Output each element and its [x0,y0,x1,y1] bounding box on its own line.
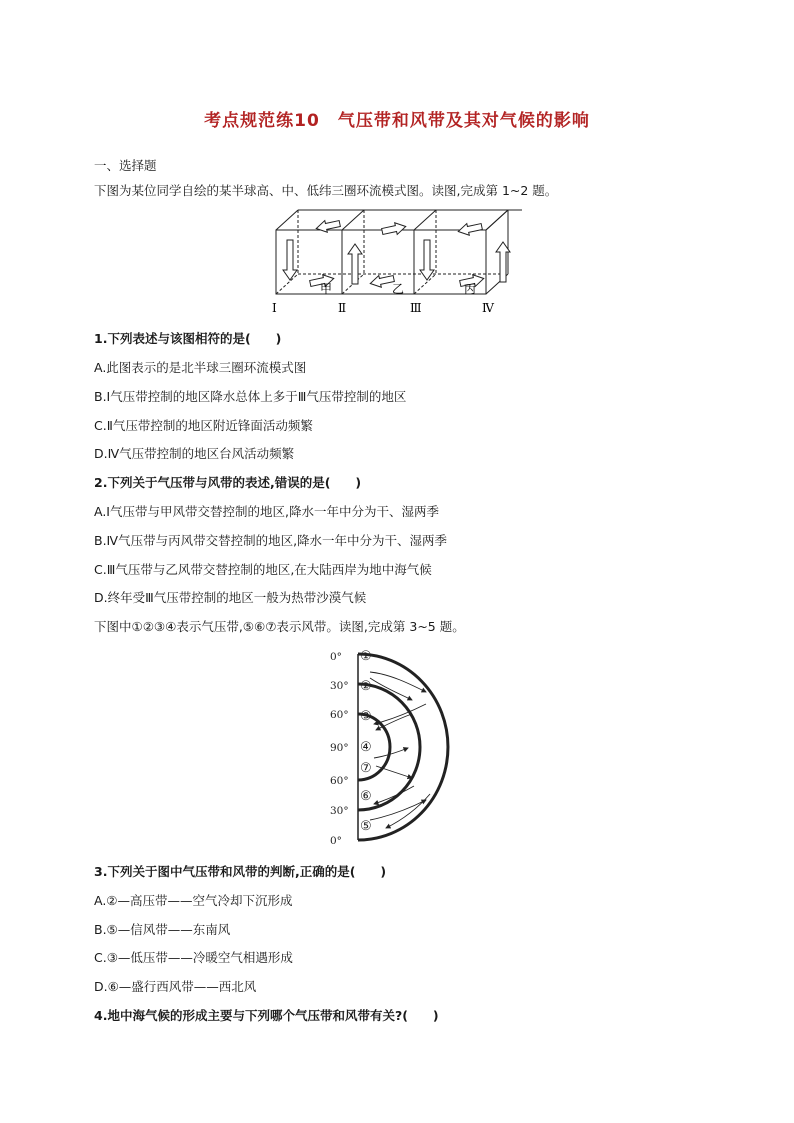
lat-label-30-south: 30° [330,805,349,817]
boundary-label-2: Ⅱ [338,301,347,315]
lat-label-30-north: 30° [330,680,349,692]
question-4-stem: 4.地中海气候的形成主要与下列哪个气压带和风带有关?( ) [94,1008,439,1023]
marker-3: ③ [360,709,372,724]
intro-text-2: 下图中①②③④表示气压带,⑤⑥⑦表示风带。读图,完成第 3~5 题。 [94,619,465,634]
marker-4: ④ [360,740,372,755]
page-title: 考点规范练10 气压带和风带及其对气候的影响 [204,111,590,131]
cell-label-jia: 甲 [320,282,333,296]
question-3-option-a: A.②—高压带——空气冷却下沉形成 [94,893,293,908]
question-1-stem: 1.下列表述与该图相符的是( ) [94,331,282,346]
question-2-option-c: C.Ⅲ气压带与乙风带交替控制的地区,在大陆西岸为地中海气候 [94,562,432,577]
lat-label-60-south: 60° [330,775,349,787]
question-2-option-a: A.Ⅰ气压带与甲风带交替控制的地区,降水一年中分为干、湿两季 [94,504,439,519]
lat-label-60-north: 60° [330,709,349,721]
circulation-box-diagram [270,206,530,316]
pressure-wind-belt-diagram [330,644,470,848]
marker-1: ① [360,649,372,664]
question-1-option-d: D.Ⅳ气压带控制的地区台风活动频繁 [94,446,295,461]
question-1-option-b: B.Ⅰ气压带控制的地区降水总体上多于Ⅲ气压带控制的地区 [94,389,407,404]
section-heading: 一、选择题 [94,158,157,173]
boundary-label-1: Ⅰ [272,301,277,315]
question-1-option-a: A.此图表示的是北半球三圈环流模式图 [94,360,307,375]
question-3-option-d: D.⑥—盛行西风带——西北风 [94,979,257,994]
boundary-label-4: Ⅳ [482,301,494,315]
marker-2: ② [360,679,372,694]
lat-label-0-north: 0° [330,651,342,663]
intro-text-1: 下图为某位同学自绘的某半球高、中、低纬三圈环流模式图。读图,完成第 1~2 题。 [94,183,558,198]
marker-7: ⑦ [360,761,372,776]
question-1-option-c: C.Ⅱ气压带控制的地区附近锋面活动频繁 [94,418,313,433]
cell-label-bing: 丙 [464,282,477,296]
question-2-option-d: D.终年受Ⅲ气压带控制的地区一般为热带沙漠气候 [94,590,367,605]
lat-label-90: 90° [330,742,349,754]
question-3-stem: 3.下列关于图中气压带和风带的判断,正确的是( ) [94,864,387,879]
question-3-option-b: B.⑤—信风带——东南风 [94,922,231,937]
question-2-stem: 2.下列关于气压带与风带的表述,错误的是( ) [94,475,362,490]
question-2-option-b: B.Ⅳ气压带与丙风带交替控制的地区,降水一年中分为干、湿两季 [94,533,448,548]
boundary-label-3: Ⅲ [410,301,422,315]
lat-label-0-south: 0° [330,835,342,847]
marker-6: ⑥ [360,789,372,804]
marker-5: ⑤ [360,819,372,834]
cell-label-yi: 乙 [392,282,405,296]
question-3-option-c: C.③—低压带——冷暖空气相遇形成 [94,950,293,965]
